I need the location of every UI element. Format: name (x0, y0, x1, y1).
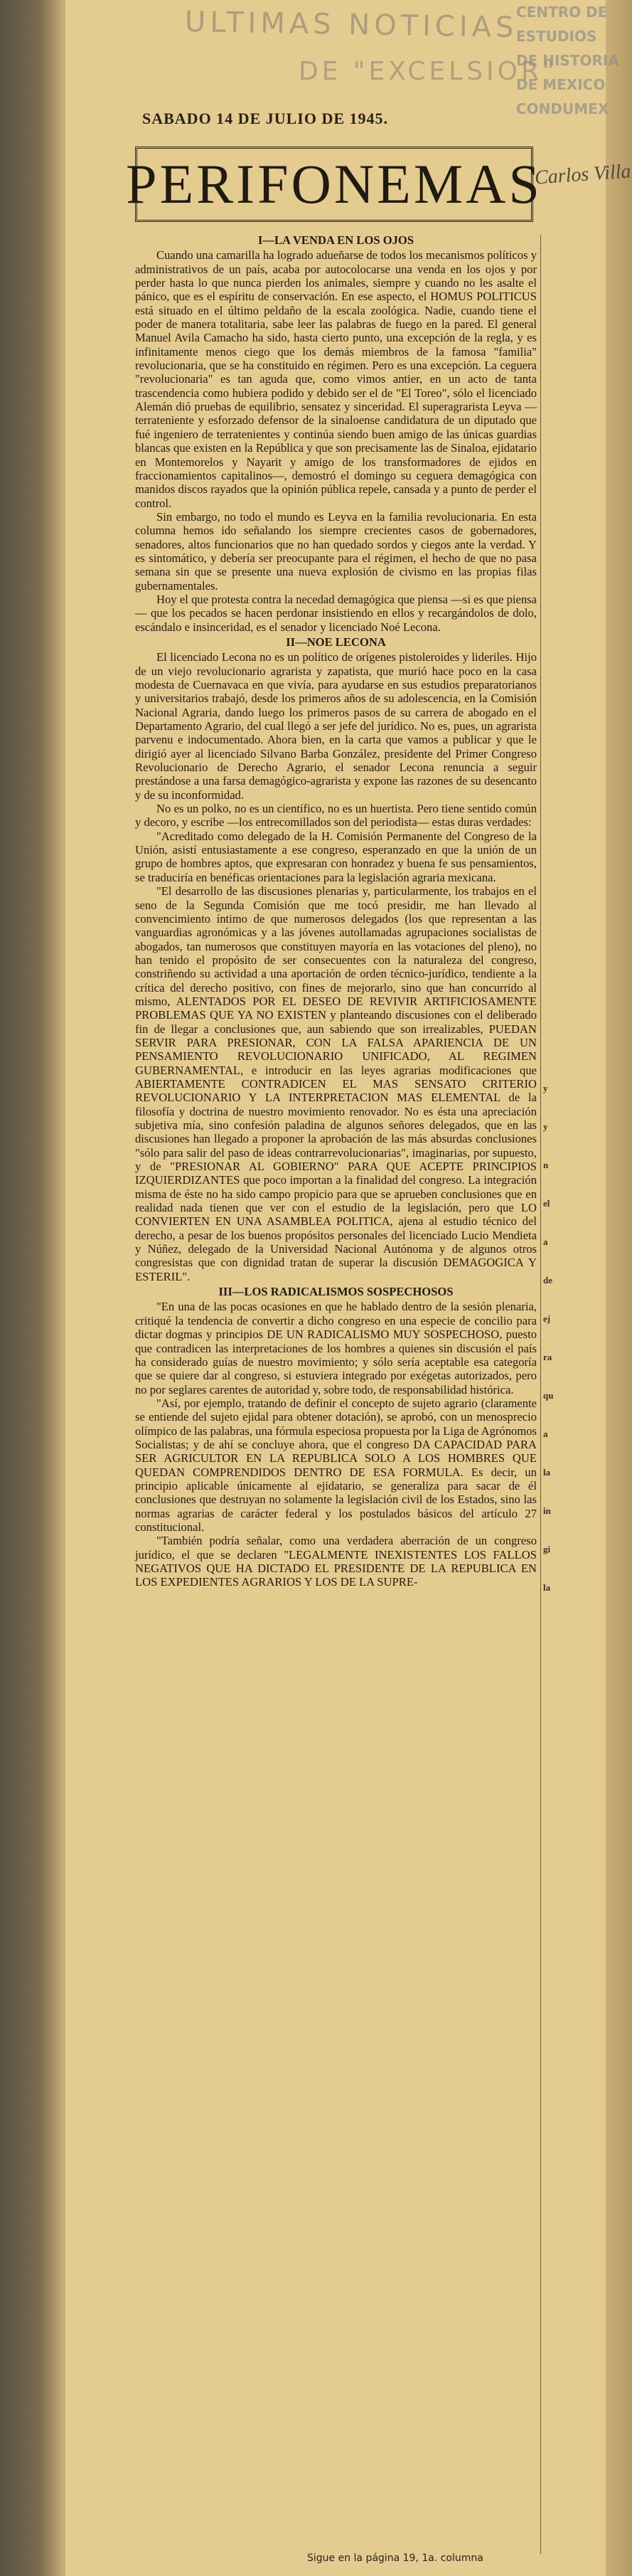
fragment-text: a (543, 1429, 548, 1439)
article-paragraph: "En una de las pocas ocasiones en que he hablado dentro de la sesión plenaria, critiqué la tendencia de convertir a dicho congreso en una especie de concilio para dictar dogmas y principios DE UN RADICALISMO MUY SOSPECHOSO, puesto que contradicen las interpretaciones de los hombres a quienes sin discusión el país ha considerado guías de nuestro movimiento; y sólo sería aceptable esa categoría que se quiere dar al congreso, si estuviera integrado por exégetas autorizados, pero no por seglares carentes de autoridad y, sobre todo, de responsabilidad histórica. (135, 1300, 537, 1396)
article-paragraph: Hoy el que protesta contra la necedad demagógica que piensa —si es que piensa— que los pecados se hacen perdonar insistiendo en ellos y recargándolos de dolo, escándalo e insinceridad, es el senador y licenciado Noé Lecona. (135, 592, 537, 634)
archive-stamp-line: DE HISTORIA (516, 52, 619, 69)
archive-stamp-line: DE MEXICO (516, 76, 606, 93)
archive-stamp-line: CONDUMEX (516, 100, 609, 117)
dateline: SABADO 14 DE JULIO DE 1945. (142, 110, 389, 127)
archive-stamp-line: ESTUDIOS (516, 28, 597, 45)
article-paragraph: "Acreditado como delegado de la H. Comisión Permanente del Congreso de la Unión, asistí entusiastamente a ese congreso, esperanzado en que la unión de un grupo de hombres aptos, que expresaran con honradez y buena fe sus pensamientos, se traduciría en benéficas orientaciones para la legislación agraria mexicana. (135, 829, 537, 884)
fragment-text: la (543, 1467, 551, 1478)
section-heading: II—NOE LECONA (286, 635, 386, 649)
article-paragraph: El licenciado Lecona no es un político de orígenes pistoleroides y lideriles. Hijo de un viejo revolucionario agrarista y zapatista, que murió hace poco en la casa modesta de Cuernavaca en que vivía, para ayudarse en sus estudios preparatorianos y universitarios trabajó, desde los primeros años de su adolescencia, en la Comisión Nacional Agraria, dando luego los primeros pasos de su carrera de abogado en el Departamento Agrario, del cual llegó a ser jefe del jurídico. No es, pues, un agrarista parvenu e indocumentado. Ahora bien, en la carta que vamos a publicar y que le dirigió ayer al licenciado Silvano Barba González, presidente del Primer Congreso Revolucionario de Derecho Agrario, el senador Lecona renuncia a seguir prestándose a una farsa demagógico-agrarista y expone las razones de su desencanto y de su inconformidad. (135, 650, 537, 802)
fragment-text: in (543, 1505, 551, 1516)
column-rule (540, 235, 541, 2554)
article-paragraph: Sin embargo, no todo el mundo es Leyva en la familia revolucionaria. En esta columna hemos ido señalando los siempre crecientes casos de gobernadores, senadores, altos funcionarios que no han quedado sordos y ciegos ante la verdad. Y es sintomático, y debería ser preocupante para el régimen, el hecho de que no pasa semana sin que se presente una nueva explosión de civismo en las propias filas gubernamentales. (135, 509, 537, 593)
fragment-text: el (543, 1198, 550, 1209)
fragment-text: y (543, 1121, 548, 1132)
fragment-text: ra (543, 1352, 552, 1362)
fragment-text: y (543, 1083, 548, 1093)
adjacent-column-fragments (543, 1081, 586, 1619)
article-paragraph: Cuando una camarilla ha logrado adueñarse de todos los mecanismos políticos y administrativos de un país, acaba por autocolocarse una venda en los ojos y por perder hasta lo que nunca pierden los animales, siempre y cuando no les asalte el pánico, que es el espíritu de conservación. En ese aspecto, el HOMUS POLITICUS está situado en el último peldaño de la escala zoológica. Nadie, cuando tiene el poder de manera totalitaria, sabe leer las palabras de fuego en la pared. El general Manuel Avila Camacho ha sido, hasta cierto punto, una excepción de la regla, y es infinitamente menos ciego que los demás miembros de la famosa "familia" revolucionaria, que se ha constituido en régimen. Pero es una excepción. La ceguera "revolucionaria" es tan aguda que, como vimos antier, en un acto de tanta trascendencia como hubiera podido y debido ser el de "El Toreo", sólo el licenciado Alemán dió pruebas de equilibrio, sensatez y sinceridad. El superagrarista Leyva —terrateniente y esforzado defensor de la sinaloense candidatura de un diputado que fué ingeniero de terratenientes y continúa siendo buen amigo de las únicas guardias blancas que existen en la República y que son precisamente las de Sinaloa, ejidatario en Montemorelos y Nayarit y amigo de los transformadores de ejidos en fraccionamientos capitalinos—, demostró el domingo su ceguera demagógica con manidos discos rayados que la opinión pública repele, cansada y a punto de perder el control. (135, 248, 537, 510)
continuation-note: Sigue en la página 19, 1a. columna (307, 2553, 483, 2564)
archive-stamp (516, 0, 630, 157)
article-column (135, 232, 537, 1589)
fragment-text: de (543, 1275, 552, 1286)
section-heading: III—LOS RADICALISMOS SOSPECHOSOS (218, 1285, 454, 1299)
handwritten-signature: Carlos Villa (534, 160, 632, 189)
article-paragraph: "El desarrollo de las discusiones plenarias y, particularmente, los trabajos en el seno de la Segunda Comisión que me tocó presidir, me han llevado al convencimiento íntimo de que numerosos delegados (los que representan a las vanguardias agronómicas y a las jóvenes autollamadas agrupaciones socialistas de abogados, tan numerosos que constituyen mayoría en las votaciones del pleno), no han tenido el propósito de ser consecuentes con la naturaleza del congreso, constriñendo su actividad a una aportación de orden técnico-jurídico, tendiente a la crítica del derecho positivo, con fines de mejorarlo, sino que han concurrido al mismo, ALENTADOS POR EL DESEO DE REVIVIR ARTIFICIOSAMENTE PROBLEMAS QUE YA NO EXISTEN y planteando discusiones con el deliberado fin de llegar a conclusiones que, aun sabiendo que son irrealizables, PUEDAN SERVIR PARA PRESIONAR, CON LA FALSA APARIENCIA DE UN PENSAMIENTO REVOLUCIONARIO UNIFICADO, AL REGIMEN GUBERNAMENTAL, e introducir en las leyes agrarias modificaciones que ABIERTAMENTE CONTRADICEN EL MAS SENSATO CRITERIO REVOLUCIONARIO Y LA INTERPRETACION MAS ELEMENTAL de la filosofía y doctrina de nuestro movimiento renovador. No es ésta una apreciación subjetiva mía, sino confesión paladina de algunos señores delegados, que en las discusiones han llegado a proponer la aprobación de las más absurdas conclusiones "sólo para salir del paso de ideas contrarrevolucionarias", imaginarias, por supuesto, y de "PRESIONAR AL GOBIERNO" PARA QUE ACEPTE PRINCIPIOS IZQUIERDIZANTES que poco importan a la finalidad del congreso. La integración misma de éste no ha sido campo propicio para que se aprueben conclusiones que en realidad nada tienen que ver con el estudio de la legislación, pero que LO CONVIERTEN EN UNA ASAMBLEA POLITICA, ajena al estudio técnico del derecho, a pesar de los buenos propósitos personales del licenciado Lucio Mendieta y Núñez, delegado de la Universidad Nacional Autónoma y de algunos otros congresistas que con dignidad tratan de superar la discusión DEMAGOGICA Y ESTERIL". (135, 884, 537, 1283)
article-paragraph: "Así, por ejemplo, tratando de definir el concepto de sujeto agrario (claramente se entiende del sujeto ejidal para obtener dotación), se aprobó, con un menosprecio olímpico de las palabras, una fórmula especiosa propuesta por la Liga de Agrónomos Socialistas; y de ahí se concluye ahora, que el congreso DA CAPACIDAD PARA SER AGRICULTOR EN LA REPUBLICA SOLO A LOS HOMBRES QUE QUEDAN COMPRENDIDOS DENTRO DE ESA FORMULA. Es decir, un principio aplicable únicamente al ejidatario, se generaliza para sacar de él conclusiones que destruyan no solamente la legislación civil de los Estados, sino las normas agrarias de carácter federal y los postulados básicos del artículo 27 constitucional. (135, 1396, 537, 1534)
fragment-text: ej (543, 1313, 551, 1324)
fragment-text: a (543, 1236, 548, 1247)
archive-stamp-line: CENTRO DE (516, 4, 608, 21)
section-heading: I—LA VENDA EN LOS OJOS (257, 233, 414, 247)
stamp-ultimas-noticias: ULTIMAS NOTICIAS (184, 5, 518, 45)
fragment-text: la (543, 1582, 551, 1593)
article-paragraph: No es un polko, no es un científico, no es un huertista. Pero tiene sentido común y decoro, y escribe —los entrecomillados son del periodista— estas duras verdades: (135, 802, 537, 829)
article-paragraph: "También podría señalar, como una verdadera aberración de un congreso jurídico, el que se declaren "LEGALMENTE INEXISTENTES LOS FALLOS NEGATIVOS QUE HA DICTADO EL PRESIDENTE DE LA REPUBLICA EN LOS EXPEDIENTES AGRARIOS Y LOS DE LA SUPRE- (135, 1534, 537, 1589)
fragment-text: qu (543, 1390, 554, 1401)
scan-left-edge (0, 0, 65, 2576)
title-box (126, 147, 542, 222)
fragment-text: gi (543, 1544, 551, 1554)
stamp-excelsior: DE "EXCELSIOR" (299, 57, 558, 86)
scan-right-edge (606, 0, 632, 2576)
page-title: PERIFONEMAS (126, 153, 542, 215)
fragment-text: n (543, 1160, 549, 1170)
